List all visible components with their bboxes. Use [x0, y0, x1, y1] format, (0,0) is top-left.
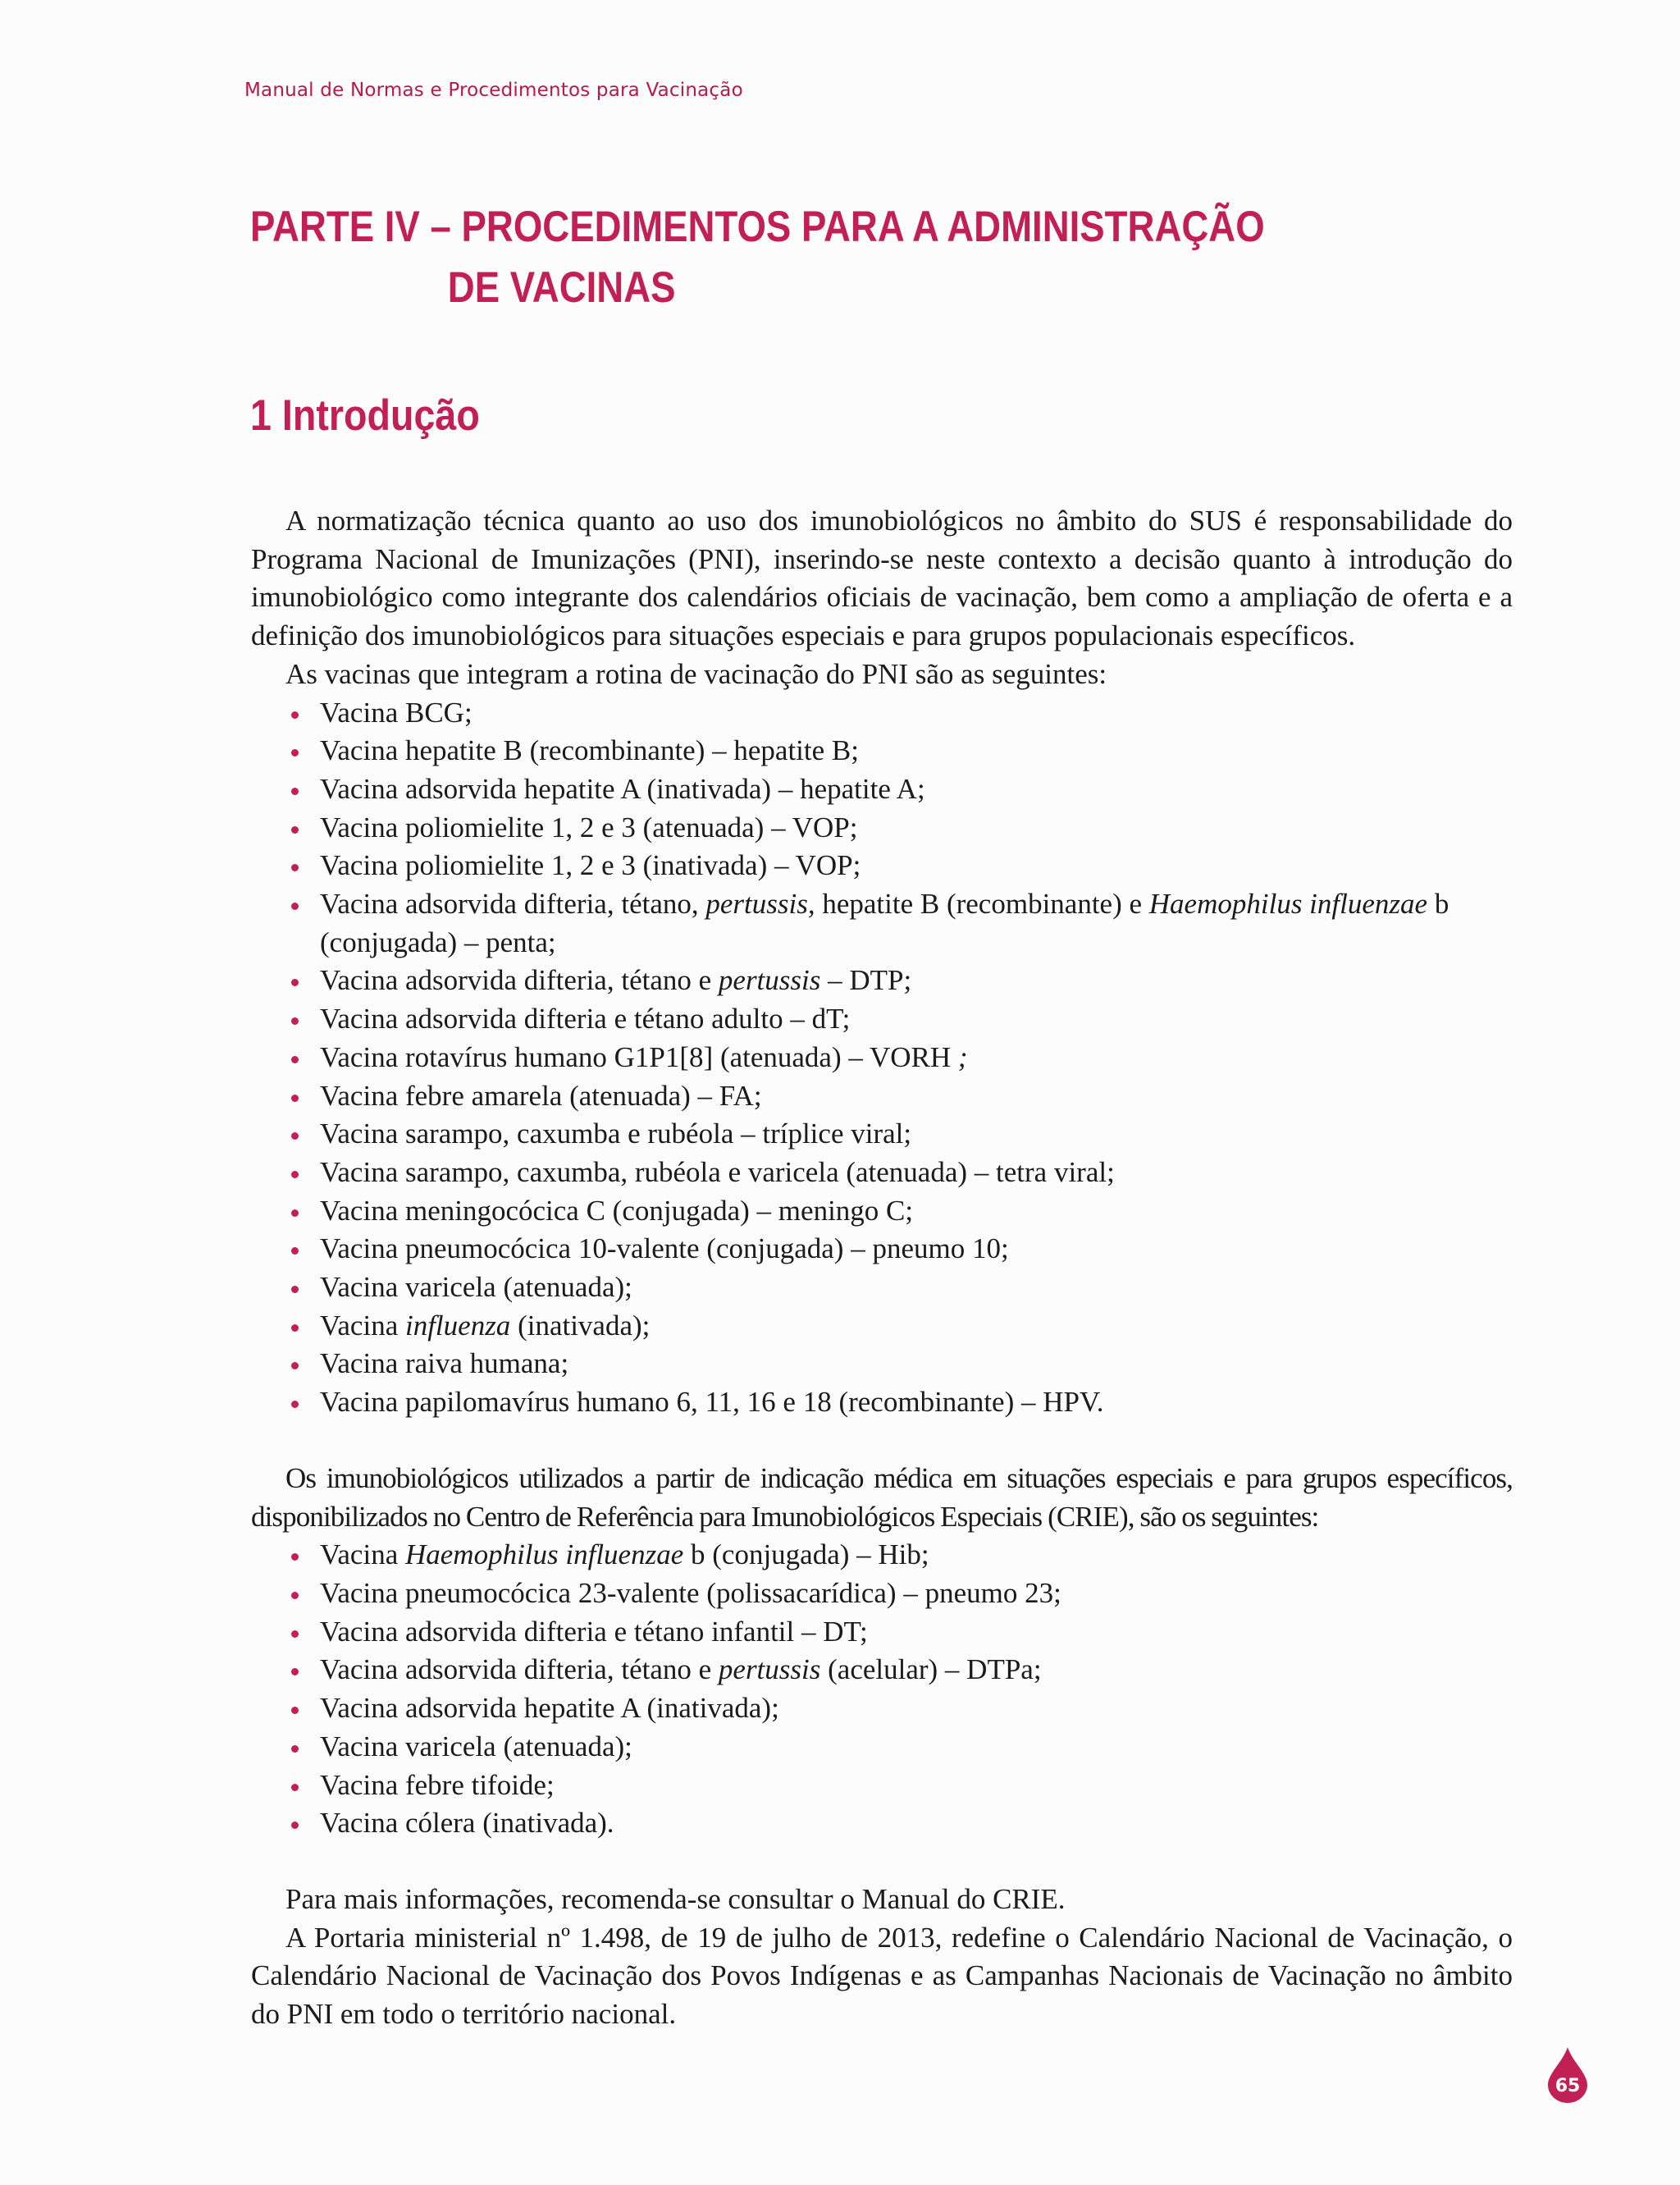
list-item: Vacina sarampo, caxumba, rubéola e varicela (atenuada) – tetra viral;: [251, 1154, 1513, 1192]
list-item: Vacina papilomavírus humano 6, 11, 16 e 18 (recombinante) – HPV.: [251, 1383, 1513, 1422]
list-item: Vacina BCG;: [251, 694, 1513, 733]
part-title-line-1: PARTE IV – PROCEDIMENTOS PARA A ADMINISTRAÇÃO: [250, 203, 1265, 251]
list-item: Vacina adsorvida hepatite A (inativada);: [251, 1689, 1513, 1728]
running-header: Manual de Normas e Procedimentos para Vacinação: [244, 80, 743, 101]
list-item-italic: Haemophilus influenzae: [1148, 888, 1428, 921]
routine-vaccine-list: [251, 694, 1513, 1422]
section-title: 1 Introdução: [250, 391, 480, 440]
special-intro-paragraph: Os imunobiológicos utilizados a partir de indicação médica em situações especiais e para grupos específicos, disponibilizados no Centro de Referência para Imunobiológicos Especiais (CRIE), são os seguintes:: [251, 1461, 1513, 1533]
list-item: Vacina pneumocócica 10-valente (conjugada) – pneumo 10;: [251, 1230, 1513, 1268]
list-item: Vacina poliomielite 1, 2 e 3 (atenuada) – VOP;: [251, 809, 1513, 848]
list-item: Vacina raiva humana;: [251, 1345, 1513, 1383]
list-item-italic: pertussis,: [705, 888, 815, 921]
list-item: Vacina adsorvida difteria e tétano infantil – DT;: [251, 1613, 1513, 1652]
closing-paragraph-1: Para mais informações, recomenda-se consultar o Manual do CRIE.: [285, 1882, 1066, 1915]
page-number: 65: [1554, 2076, 1581, 2096]
list-item: Vacina varicela (atenuada);: [251, 1268, 1513, 1307]
list-item-italic: pertussis: [718, 964, 821, 997]
list-item-text: b (conjugada) – Hib;: [683, 1538, 929, 1571]
list-item: [251, 1536, 1513, 1575]
special-vaccine-list: [251, 1536, 1513, 1843]
list-item: Vacina pneumocócica 23-valente (polissacarídica) – pneumo 23;: [251, 1575, 1513, 1613]
list-item-text: Vacina rotavírus humano G1P1[8] (atenuada) – VORH: [320, 1040, 958, 1073]
list-item: [251, 1307, 1513, 1346]
list-item-text: Vacina adsorvida difteria, tétano,: [320, 888, 706, 921]
list-item-text: (inativada);: [510, 1309, 651, 1342]
list-item-text: – DTP;: [820, 964, 912, 997]
list-item-text: Vacina adsorvida difteria, tétano e: [320, 964, 719, 997]
list-item: Vacina adsorvida hepatite A (inativada) – hepatite A;: [251, 770, 1513, 809]
list-item-text: (acelular) – DTPa;: [820, 1653, 1042, 1686]
list-item: Vacina cólera (inativada).: [251, 1804, 1513, 1843]
list-item-italic: Haemophilus influenzae: [404, 1538, 684, 1571]
list-item: Vacina febre amarela (atenuada) – FA;: [251, 1077, 1513, 1116]
list-item: [251, 1039, 1513, 1077]
list-item-italic: pertussis: [718, 1653, 821, 1686]
list-item-text: Vacina adsorvida difteria, tétano e: [320, 1653, 719, 1686]
list-item: Vacina febre tifoide;: [251, 1767, 1513, 1805]
part-title-line-2: DE VACINAS: [447, 263, 676, 312]
list-item: [251, 962, 1513, 1000]
routine-intro-paragraph: As vacinas que integram a rotina de vacinação do PNI são as seguintes:: [285, 657, 1107, 690]
list-item-text: b (conjugada) – penta;: [320, 888, 1449, 958]
list-item-text: Vacina: [320, 1538, 405, 1571]
intro-paragraph: A normatização técnica quanto ao uso dos imunobiológicos no âmbito do SUS é responsabilidade do Programa Nacional de Imunizações (PNI), inserindo-se neste contexto a decisão quanto à introdução do imunobiológico como integrante dos calendários oficiais de vacinação, bem como a ampliação de oferta e a definição dos imunobiológicos para situações especiais e para grupos populacionais específicos.: [251, 505, 1513, 652]
list-item: [251, 885, 1513, 962]
closing-paragraph-2: A Portaria ministerial nº 1.498, de 19 de julho de 2013, redefine o Calendário Nacional de Vacinação, o Calendário Nacional de Vacinação dos Povos Indígenas e as Campanhas Nacionais de Vacinação no âmbito do PNI em todo o território nacional.: [251, 1921, 1513, 2031]
part-title: [250, 197, 1265, 318]
list-item-text: Vacina: [320, 1309, 405, 1342]
list-item: [251, 1651, 1513, 1689]
list-item: Vacina sarampo, caxumba e rubéola – tríplice viral;: [251, 1115, 1513, 1154]
list-item-italic: ;: [957, 1040, 968, 1073]
list-item: Vacina varicela (atenuada);: [251, 1728, 1513, 1767]
list-item: Vacina adsorvida difteria e tétano adulto – dT;: [251, 1000, 1513, 1039]
list-item-italic: influenza: [404, 1309, 511, 1342]
body-text: [251, 502, 1513, 2034]
list-item: Vacina meningocócica C (conjugada) – meningo C;: [251, 1192, 1513, 1231]
list-item: Vacina poliomielite 1, 2 e 3 (inativada) – VOP;: [251, 847, 1513, 885]
list-item-text: hepatite B (recombinante) e: [815, 888, 1149, 921]
list-item: Vacina hepatite B (recombinante) – hepatite B;: [251, 732, 1513, 770]
